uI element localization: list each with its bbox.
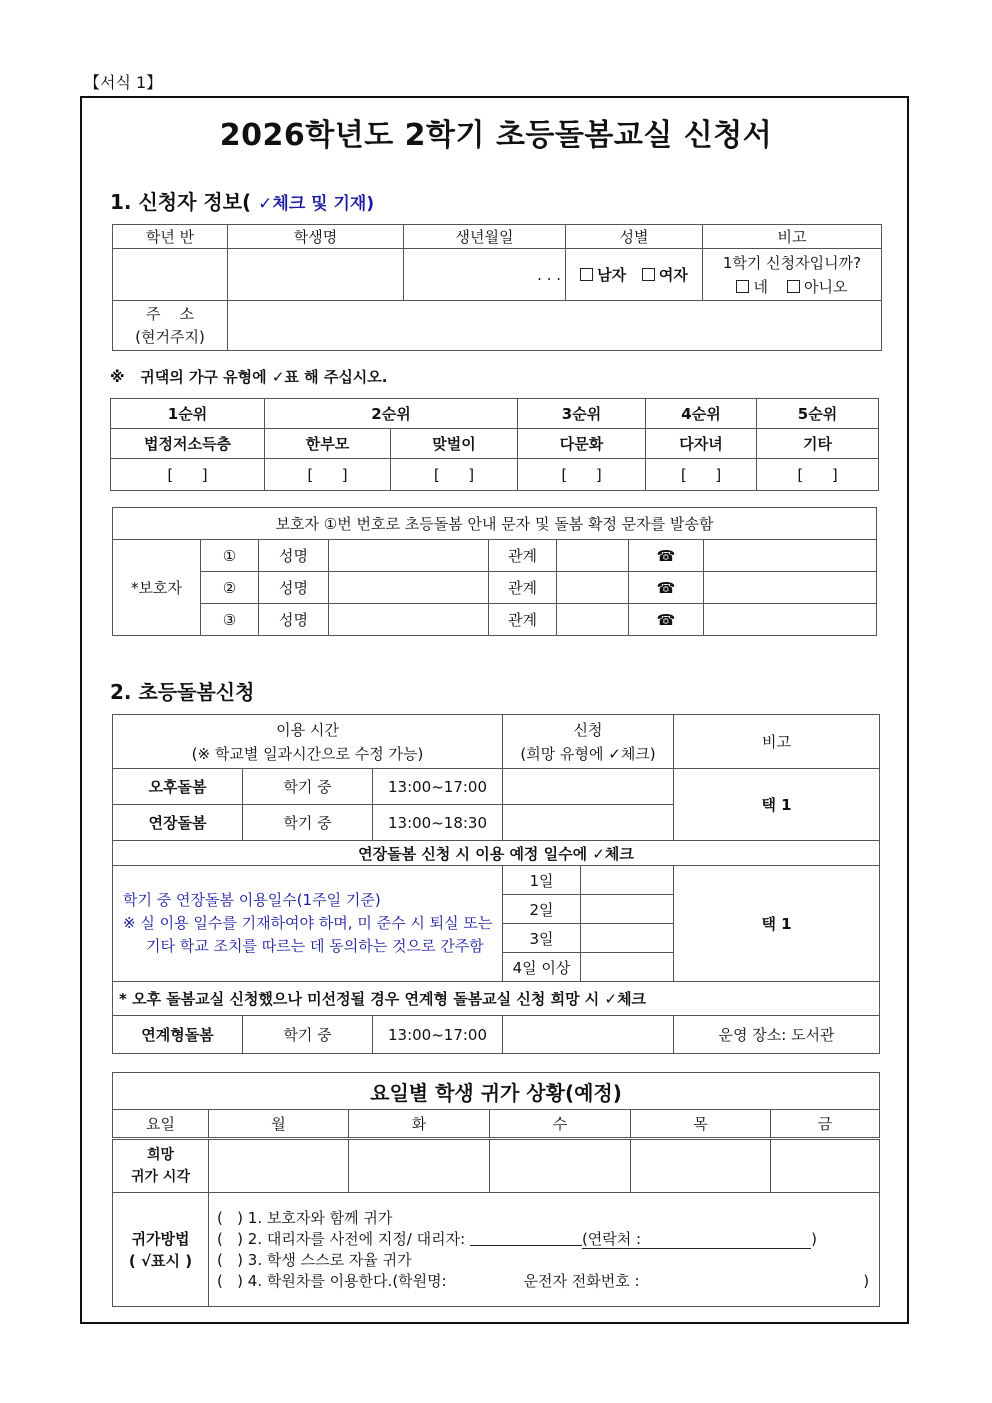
col-time-header [113, 715, 503, 769]
female-checkbox[interactable] [642, 268, 655, 281]
type-multichild: 다자녀 [646, 429, 757, 459]
apply-afternoon-field[interactable] [503, 769, 674, 805]
bracket-multicultural[interactable]: [ ] [518, 459, 646, 491]
day-check-1[interactable] [581, 866, 674, 895]
care-type-extended: 연장돌봄 [113, 805, 243, 841]
bracket-single-parent[interactable]: [ ] [265, 459, 391, 491]
method-option-2-text: ( ) 2. 대리자를 사전에 지정/ 대리자: [217, 1229, 466, 1248]
days-note [113, 866, 503, 982]
section1-heading-text: 1. 신청자 정보( [110, 190, 252, 214]
care-row-afternoon [113, 769, 880, 805]
male-label: 남자 [597, 266, 627, 284]
weekday-tue: 화 [349, 1110, 490, 1139]
male-checkbox[interactable] [580, 268, 593, 281]
applicant-header-row [113, 225, 882, 249]
method-option-4-text: ( ) 4. 학원차를 이용한다.(학원명: [217, 1271, 447, 1290]
driver-phone-label: 운전자 전화번호 : [523, 1271, 640, 1290]
header-student-name: 학생명 [228, 225, 404, 249]
guardian-name-label-2: 성명 [259, 572, 329, 604]
care-header-row [113, 715, 880, 769]
proxy-name-line[interactable] [470, 1231, 582, 1246]
guardian-label: *보호자 [113, 540, 201, 636]
birthdate-field[interactable] [404, 249, 566, 301]
applicant-table [112, 224, 882, 351]
return-time-label-1: 희망 [146, 1147, 175, 1163]
day-check-2[interactable] [581, 895, 674, 924]
apply-linked-field[interactable] [503, 1016, 674, 1054]
return-method-label-1: 귀가방법 [131, 1229, 190, 1248]
guardian-name-field-1[interactable] [329, 540, 489, 572]
col-apply-header [503, 715, 674, 769]
guardian-table [112, 507, 877, 636]
return-title: 요일별 학생 귀가 상황(예정) [113, 1073, 880, 1110]
linked-row [113, 1016, 880, 1054]
guardian-name-label-1: 성명 [259, 540, 329, 572]
method-option-4[interactable] [217, 1271, 879, 1292]
linked-period: 학기 중 [243, 1016, 373, 1054]
day-option-2: 2일 [503, 895, 581, 924]
header-birthdate: 생년월일 [404, 225, 566, 249]
no-checkbox[interactable] [787, 280, 800, 293]
yes-label: 네 [753, 277, 768, 296]
guardian-phone-field-1[interactable] [704, 540, 877, 572]
guardian-rel-label-3: 관계 [489, 604, 557, 636]
return-title-row [113, 1073, 880, 1110]
method-option-1-text: ( ) 1. 보호자와 함께 귀가 [217, 1208, 393, 1227]
linked-place: 운영 장소: 도서관 [674, 1016, 880, 1054]
choose-one-label-2: 택 1 [674, 866, 880, 982]
no-label: 아니오 [804, 277, 848, 296]
care-type-afternoon: 오후돌봄 [113, 769, 243, 805]
grade-class-field[interactable] [113, 249, 228, 301]
day-option-1: 1일 [503, 866, 581, 895]
gender-field [566, 249, 703, 301]
form-label: 【서식 1】 [84, 73, 163, 92]
type-dual-income: 맞벌이 [391, 429, 518, 459]
return-time-tue[interactable] [349, 1139, 490, 1193]
guardian-num-2: ② [201, 572, 259, 604]
apply-extended-field[interactable] [503, 805, 674, 841]
guardian-rel-field-2[interactable] [557, 572, 629, 604]
rank-row [111, 399, 879, 429]
choose-one-label: 택 1 [674, 769, 880, 841]
type-single-parent: 한부모 [265, 429, 391, 459]
col-time-title: 이용 시간 [276, 720, 339, 739]
header-remark: 비고 [703, 225, 882, 249]
guardian-row-3 [113, 604, 877, 636]
household-table [110, 398, 879, 491]
return-table [112, 1072, 880, 1307]
care-table [112, 714, 880, 1054]
weekday-mon: 월 [209, 1110, 349, 1139]
care-period-extended: 학기 중 [243, 805, 373, 841]
phone-icon: ☎ [629, 540, 704, 572]
contact-close: ) [811, 1229, 817, 1248]
return-time-fri[interactable] [771, 1139, 880, 1193]
driver-close: ) [863, 1271, 870, 1290]
day-check-3[interactable] [581, 924, 674, 953]
return-time-label [113, 1139, 209, 1193]
contact-label: (연락처 : [582, 1230, 811, 1249]
guardian-header-row [113, 508, 877, 540]
days-note-2: ※ 실 이용 일수를 기재하여야 하며, 미 준수 시 퇴실 또는 [123, 914, 493, 932]
care-time-afternoon: 13:00~17:00 [373, 769, 503, 805]
bracket-other[interactable]: [ ] [757, 459, 879, 491]
extended-check-row [113, 841, 880, 866]
birthdate-dots: . . . [537, 265, 561, 284]
linked-note: * 오후 돌봄교실 신청했으나 미선정될 경우 연계형 돌봄교실 신청 희망 시 ✓체크 [113, 982, 880, 1016]
weekday-row [113, 1110, 880, 1139]
col-remark-header: 비고 [674, 715, 880, 769]
day-option-3: 3일 [503, 924, 581, 953]
guardian-phone-field-3[interactable] [704, 604, 877, 636]
guardian-num-3: ③ [201, 604, 259, 636]
rank-2: 2순위 [265, 399, 518, 429]
linked-type: 연계형돌봄 [113, 1016, 243, 1054]
return-method-label-2: ( √표시 ) [128, 1251, 193, 1270]
guardian-header: 보호자 ①번 번호로 초등돌봄 안내 문자 및 돌봄 확정 문자를 발송함 [113, 508, 877, 540]
bracket-dual-income[interactable]: [ ] [391, 459, 518, 491]
return-method-options [209, 1193, 880, 1307]
address-field[interactable] [228, 301, 882, 351]
method-option-1[interactable] [217, 1208, 879, 1229]
return-time-row [113, 1139, 880, 1193]
return-time-mon[interactable] [209, 1139, 349, 1193]
linked-time: 13:00~17:00 [373, 1016, 503, 1054]
guardian-row-2 [113, 572, 877, 604]
return-time-thu[interactable] [631, 1139, 771, 1193]
return-time-wed[interactable] [490, 1139, 631, 1193]
header-gender: 성별 [566, 225, 703, 249]
rank-5: 5순위 [757, 399, 879, 429]
col-time-sub: (※ 학교별 일과시간으로 수정 가능) [191, 744, 424, 763]
header-grade-class: 학년 반 [113, 225, 228, 249]
applicant-data-row [113, 249, 882, 301]
bracket-multichild[interactable]: [ ] [646, 459, 757, 491]
rank-4: 4순위 [646, 399, 757, 429]
phone-icon: ☎ [629, 604, 704, 636]
yes-checkbox[interactable] [736, 280, 749, 293]
address-label [113, 301, 228, 351]
weekday-thu: 목 [631, 1110, 771, 1139]
care-time-extended: 13:00~18:30 [373, 805, 503, 841]
guardian-name-label-3: 성명 [259, 604, 329, 636]
rank-1: 1순위 [111, 399, 265, 429]
weekday-wed: 수 [490, 1110, 631, 1139]
day-option-4: 4일 이상 [503, 953, 581, 982]
return-time-label-2: 귀가 시각 [131, 1169, 190, 1185]
type-low-income: 법정저소득층 [111, 429, 265, 459]
section2-heading: 2. 초등돌봄신청 [110, 680, 255, 704]
document-title: 2026학년도 2학기 초등돌봄교실 신청서 [219, 118, 773, 153]
section1-heading-note: ✓체크 및 기재) [258, 194, 375, 214]
weekday-label: 요일 [113, 1110, 209, 1139]
guardian-name-field-2[interactable] [329, 572, 489, 604]
guardian-num-1: ① [201, 540, 259, 572]
return-method-label [113, 1193, 209, 1307]
remark-question: 1학기 신청자입니까? [722, 253, 862, 272]
guardian-rel-field-1[interactable] [557, 540, 629, 572]
guardian-rel-label-2: 관계 [489, 572, 557, 604]
col-apply-sub: (희망 유형에 ✓체크) [520, 744, 656, 763]
days-note-3: 기타 학교 조치를 따르는 데 동의하는 것으로 간주함 [146, 937, 484, 955]
rank-3: 3순위 [518, 399, 646, 429]
return-method-row [113, 1193, 880, 1307]
student-name-field[interactable] [228, 249, 404, 301]
type-row [111, 429, 879, 459]
method-option-2[interactable] [217, 1229, 879, 1250]
days-note-1: 학기 중 연장돌봄 이용일수(1주일 기준) [123, 891, 381, 909]
guardian-name-field-3[interactable] [329, 604, 489, 636]
phone-icon: ☎ [629, 572, 704, 604]
type-other: 기타 [757, 429, 879, 459]
method-option-3-text: ( ) 3. 학생 스스로 자율 귀가 [217, 1250, 412, 1269]
col-apply-title: 신청 [573, 720, 603, 739]
extended-check-note: 연장돌봄 신청 시 이용 예정 일수에 ✓체크 [113, 841, 880, 866]
weekday-fri: 금 [771, 1110, 880, 1139]
section1-heading [110, 186, 374, 215]
guardian-phone-field-2[interactable] [704, 572, 877, 604]
care-period-afternoon: 학기 중 [243, 769, 373, 805]
guardian-rel-label-1: 관계 [489, 540, 557, 572]
type-multicultural: 다문화 [518, 429, 646, 459]
household-instruction: ※ 귀댁의 가구 유형에 ✓표 해 주십시오. [110, 368, 388, 386]
female-label: 여자 [658, 266, 688, 284]
address-label-1: 주 소 [145, 304, 195, 323]
bracket-low-income[interactable]: [ ] [111, 459, 265, 491]
guardian-row-1 [113, 540, 877, 572]
linked-note-row [113, 982, 880, 1016]
address-row [113, 301, 882, 351]
guardian-rel-field-3[interactable] [557, 604, 629, 636]
remark-field [703, 249, 882, 301]
days-row-1 [113, 866, 880, 895]
bracket-row [111, 459, 879, 491]
day-check-4[interactable] [581, 953, 674, 982]
method-option-3[interactable] [217, 1250, 879, 1271]
address-label-2: (현거주지) [135, 327, 205, 346]
